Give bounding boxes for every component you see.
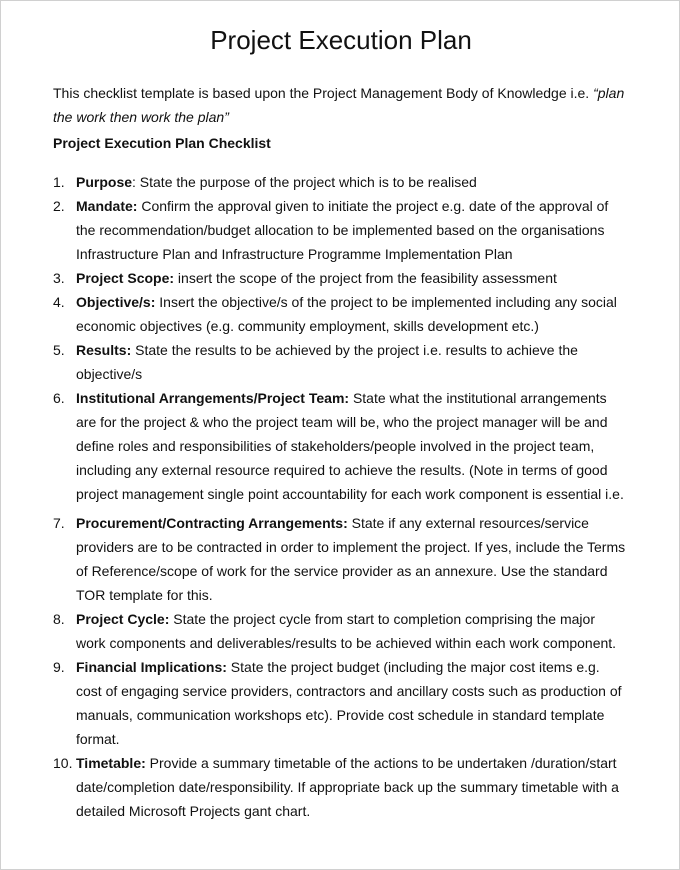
item-text: State the results to be achieved by the project i.e. results to achieve the xyxy=(131,342,578,358)
item-text: format. xyxy=(76,731,120,747)
item-term: Objective/s: xyxy=(76,294,156,310)
item-term: Timetable: xyxy=(76,755,146,771)
item-line xyxy=(76,266,653,290)
item-line xyxy=(76,631,653,655)
checklist-item xyxy=(53,607,653,655)
item-term: Project Scope: xyxy=(76,270,175,286)
item-line xyxy=(76,655,653,679)
checklist xyxy=(53,170,653,823)
item-line xyxy=(76,362,653,386)
item-line xyxy=(76,727,653,751)
item-line xyxy=(76,679,653,703)
item-text: Confirm the approval given to initiate the project e.g. date of the approval of xyxy=(137,198,609,214)
item-line xyxy=(76,434,653,458)
item-term: Project Cycle: xyxy=(76,611,170,627)
item-text: date/completion date/responsibility. If appropriate back up the summary timetable with a xyxy=(76,779,619,795)
item-line xyxy=(76,583,653,607)
intro-quote-1: “plan xyxy=(593,85,625,101)
checklist-heading: Project Execution Plan Checklist xyxy=(53,135,271,151)
item-number: 5. xyxy=(53,342,65,358)
item-line xyxy=(76,458,653,482)
item-line xyxy=(76,218,653,242)
item-text: objective/s xyxy=(76,366,143,382)
item-number: 2. xyxy=(53,198,65,214)
item-term: Institutional Arrangements/Project Team: xyxy=(76,390,350,406)
item-text: providers are to be contracted in order to implement the project. If yes, include the Terms xyxy=(76,539,626,555)
item-number: 3. xyxy=(53,270,65,286)
item-text: including any external resource required to achieve the results. (Note in terms of good xyxy=(76,462,608,478)
item-text: State the project budget (including the major cost items e.g. xyxy=(226,659,600,675)
page-title: Project Execution Plan xyxy=(210,25,472,55)
item-line xyxy=(76,535,653,559)
intro-quote-2: the work then work the plan” xyxy=(53,109,229,125)
intro-text: This checklist template is based upon the Project Management Body of Knowledge i.e. xyxy=(53,85,594,101)
intro-paragraph xyxy=(53,81,653,129)
item-text: Infrastructure Plan and Infrastructure Programme Implementation Plan xyxy=(76,246,513,262)
item-text: TOR template for this. xyxy=(76,587,213,603)
checklist-item xyxy=(53,751,653,823)
item-term: Financial Implications: xyxy=(76,659,227,675)
checklist-item xyxy=(53,290,653,338)
item-text: economic objectives (e.g. community employment, skills development etc.) xyxy=(76,318,539,334)
item-text: the recommendation/budget allocation to be implemented based on the organisations xyxy=(76,222,605,238)
item-line xyxy=(76,410,653,434)
checklist-item xyxy=(53,338,653,386)
item-line xyxy=(76,799,653,823)
item-line xyxy=(76,242,653,266)
item-line xyxy=(76,751,653,775)
item-text: State the project cycle from start to completion comprising the major xyxy=(169,611,595,627)
item-number: 4. xyxy=(53,294,65,310)
item-line xyxy=(76,314,653,338)
item-line xyxy=(76,338,653,362)
item-text: State if any external resources/service xyxy=(347,515,589,531)
item-line xyxy=(76,775,653,799)
item-text: insert the scope of the project from the feasibility assessment xyxy=(174,270,557,286)
checklist-item xyxy=(53,170,653,194)
item-term: Mandate: xyxy=(76,198,138,214)
item-text: project management single point accountability for each work component is essential i.e. xyxy=(76,486,624,502)
item-line xyxy=(76,194,653,218)
item-number: 1. xyxy=(53,174,65,190)
item-text: State what the institutional arrangements xyxy=(349,390,607,406)
item-line xyxy=(76,559,653,583)
item-text: cost of engaging service providers, contractors and ancillary costs such as production of xyxy=(76,683,622,699)
item-line xyxy=(76,607,653,631)
item-line xyxy=(76,386,653,410)
checklist-item xyxy=(53,655,653,751)
item-number: 6. xyxy=(53,390,65,406)
item-text: of Reference/scope of work for the service provider as an annexure. Use the standard xyxy=(76,563,608,579)
item-number: 9. xyxy=(53,659,65,675)
item-text: work components and deliverables/results to be achieved within each work component. xyxy=(76,635,617,651)
item-line xyxy=(76,482,653,506)
item-term: Results: xyxy=(76,342,132,358)
item-text: Provide a summary timetable of the actions to be undertaken /duration/start xyxy=(145,755,617,771)
item-line xyxy=(76,511,653,535)
item-number: 8. xyxy=(53,611,65,627)
item-line xyxy=(76,703,653,727)
item-number: 7. xyxy=(53,515,65,531)
item-line xyxy=(76,290,653,314)
item-text: are for the project & who the project team will be, who the project manager will be and xyxy=(76,414,608,430)
checklist-item xyxy=(53,386,653,506)
checklist-item xyxy=(53,194,653,266)
item-text: detailed Microsoft Projects gant chart. xyxy=(76,803,311,819)
item-number: 10. xyxy=(53,755,73,771)
item-term: Procurement/Contracting Arrangements: xyxy=(76,515,348,531)
item-line xyxy=(76,170,653,194)
item-term: Purpose xyxy=(76,174,133,190)
item-text: define roles and responsibilities of stakeholders/people involved in the project team, xyxy=(76,438,595,454)
checklist-item xyxy=(53,511,653,607)
item-text: : State the purpose of the project which is to be realised xyxy=(132,174,477,190)
item-text: manuals, communication workshops etc). Provide cost schedule in standard template xyxy=(76,707,605,723)
checklist-item xyxy=(53,266,653,290)
item-text: Insert the objective/s of the project to be implemented including any social xyxy=(155,294,617,310)
